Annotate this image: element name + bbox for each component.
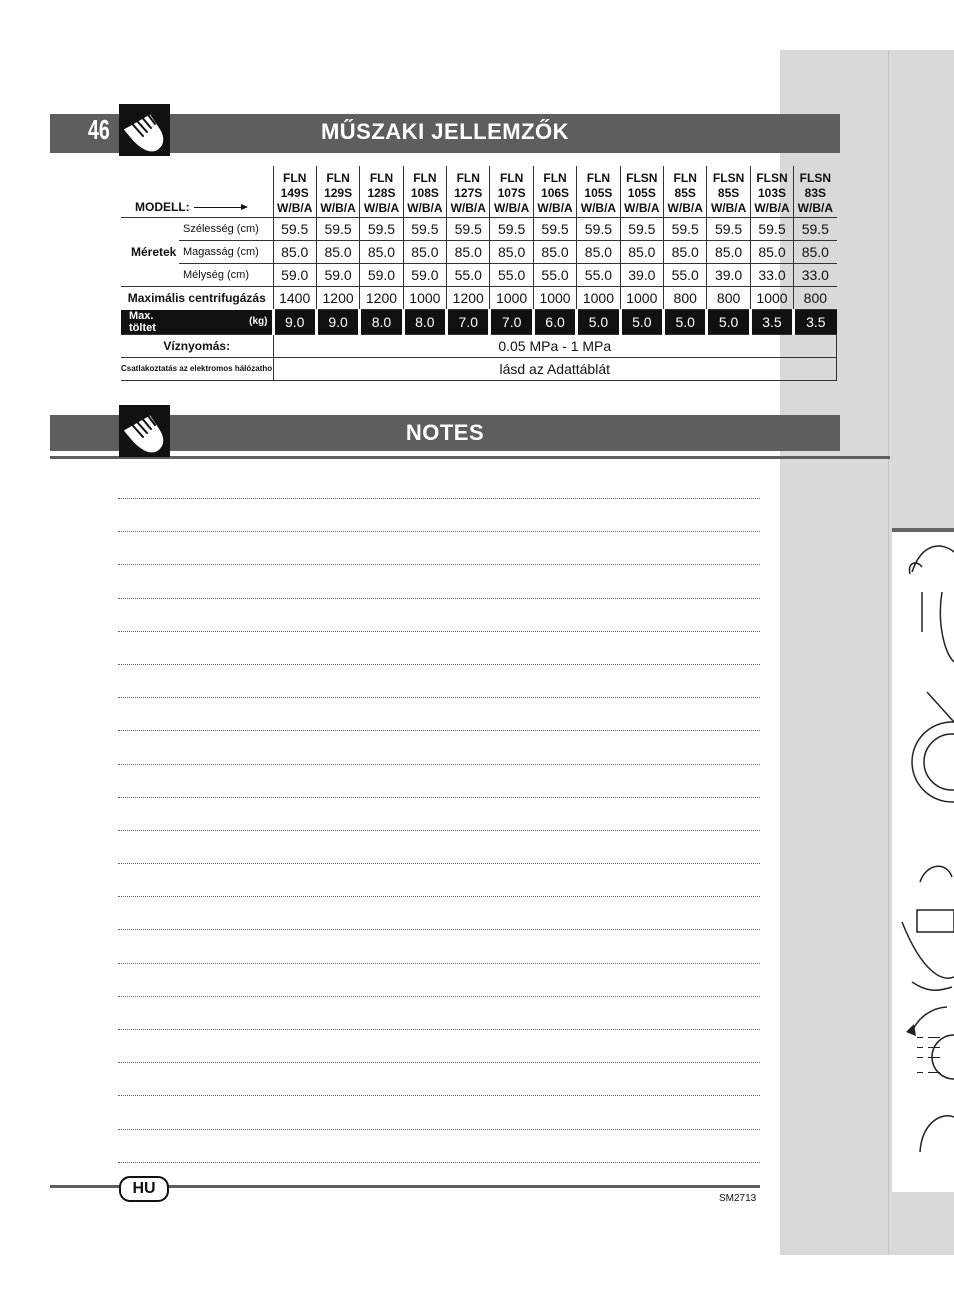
- connection-label: Csatlakoztatás az elektromos hálózatho: [121, 357, 273, 380]
- width-label: Szélesség (cm): [179, 218, 273, 241]
- height-cell: 85.0: [447, 241, 490, 264]
- hand-icon: [119, 405, 170, 457]
- model-header: FLSN 103S W/B/A: [750, 166, 793, 218]
- depth-cell: 59.0: [360, 264, 403, 287]
- spin-row: [121, 287, 837, 310]
- model-header: FLN 128S W/B/A: [360, 166, 403, 218]
- height-label: Magasság (cm): [179, 241, 273, 264]
- specs-title: MŰSZAKI JELLEMZŐK: [320, 119, 570, 144]
- load-cell: 9.0: [316, 310, 359, 335]
- note-line: [118, 896, 760, 897]
- language-badge: HU: [119, 1176, 169, 1202]
- depth-cell: 39.0: [620, 264, 663, 287]
- depth-row: [121, 264, 837, 287]
- spin-label: Maximális centrifugázás: [121, 287, 273, 310]
- width-cell: 59.5: [533, 218, 576, 241]
- width-cell: 59.5: [707, 218, 750, 241]
- depth-cell: 55.0: [533, 264, 576, 287]
- side-strip-divider: [888, 50, 889, 1255]
- spin-cell: 1200: [360, 287, 403, 310]
- load-cell: 5.0: [620, 310, 663, 335]
- spec-table: [121, 166, 837, 381]
- depth-cell: 55.0: [664, 264, 707, 287]
- pressure-label: Víznyomás:: [121, 334, 273, 357]
- model-header: FLN 105S W/B/A: [577, 166, 620, 218]
- note-line: [118, 1095, 760, 1096]
- note-line: [118, 730, 760, 731]
- height-cell: 85.0: [794, 241, 837, 264]
- pressure-row: [121, 334, 837, 357]
- depth-cell: 33.0: [794, 264, 837, 287]
- note-line: [118, 996, 760, 997]
- spin-cell: 800: [707, 287, 750, 310]
- depth-cell: 55.0: [490, 264, 533, 287]
- spin-cell: 1200: [316, 287, 359, 310]
- spin-cell: 1200: [447, 287, 490, 310]
- height-cell: 85.0: [750, 241, 793, 264]
- hand-icon-drawing: [119, 104, 170, 156]
- depth-cell: 59.0: [316, 264, 359, 287]
- model-header: FLN 129S W/B/A: [316, 166, 359, 218]
- height-cell: 85.0: [403, 241, 446, 264]
- instruction-illustrations: [892, 528, 954, 1192]
- pressure-value: 0.05 MPa - 1 MPa: [273, 334, 837, 357]
- load-cell: 3.5: [750, 310, 793, 335]
- load-unit: (kg): [179, 310, 273, 335]
- note-line: [118, 830, 760, 831]
- model-header: FLN 108S W/B/A: [403, 166, 446, 218]
- model-header: FLN 107S W/B/A: [490, 166, 533, 218]
- notes-underline: [50, 456, 890, 459]
- note-line: [118, 1062, 760, 1063]
- depth-label: Mélység (cm): [179, 264, 273, 287]
- model-header: FLN 127S W/B/A: [447, 166, 490, 218]
- dimensions-label: Méretek: [121, 218, 179, 287]
- spin-cell: 1000: [403, 287, 446, 310]
- connection-row: [121, 357, 837, 380]
- page-number: 46: [88, 114, 110, 145]
- load-cell: 8.0: [403, 310, 446, 335]
- spin-cell: 1000: [577, 287, 620, 310]
- notes-lines: [118, 498, 760, 1195]
- model-header: FLSN 105S W/B/A: [620, 166, 663, 218]
- hand-icon-drawing: [119, 405, 170, 457]
- height-cell: 85.0: [707, 241, 750, 264]
- spin-cell: 1000: [750, 287, 793, 310]
- load-cell: 5.0: [707, 310, 750, 335]
- spin-cell: 1000: [490, 287, 533, 310]
- depth-cell: 59.0: [403, 264, 446, 287]
- width-cell: 59.5: [664, 218, 707, 241]
- width-cell: 59.5: [794, 218, 837, 241]
- depth-cell: 39.0: [707, 264, 750, 287]
- note-line: [118, 797, 760, 798]
- width-cell: 59.5: [273, 218, 316, 241]
- load-cell: 6.0: [533, 310, 576, 335]
- width-cell: 59.5: [316, 218, 359, 241]
- height-row: [121, 241, 837, 264]
- note-line: [118, 1129, 760, 1130]
- model-header: FLN 106S W/B/A: [533, 166, 576, 218]
- height-cell: 85.0: [620, 241, 663, 264]
- width-cell: 59.5: [577, 218, 620, 241]
- depth-cell: 59.0: [273, 264, 316, 287]
- height-cell: 85.0: [664, 241, 707, 264]
- spin-cell: 800: [664, 287, 707, 310]
- height-cell: 85.0: [273, 241, 316, 264]
- modell-label: MODELL:: [121, 166, 273, 218]
- instruction-illustrations-drawing: [892, 532, 954, 1192]
- spin-cell: 1000: [620, 287, 663, 310]
- note-line: [118, 531, 760, 532]
- note-line: [118, 1029, 760, 1030]
- load-cell: 9.0: [273, 310, 316, 335]
- note-line: [118, 963, 760, 964]
- note-line: [118, 764, 760, 765]
- width-cell: 59.5: [620, 218, 663, 241]
- height-cell: 85.0: [360, 241, 403, 264]
- spin-cell: 800: [794, 287, 837, 310]
- note-line: [118, 598, 760, 599]
- width-cell: 59.5: [360, 218, 403, 241]
- note-line: [118, 498, 760, 499]
- model-header: FLSN 83S W/B/A: [794, 166, 837, 218]
- depth-cell: 55.0: [577, 264, 620, 287]
- width-cell: 59.5: [403, 218, 446, 241]
- spin-cell: 1000: [533, 287, 576, 310]
- height-cell: 85.0: [533, 241, 576, 264]
- note-line: [118, 664, 760, 665]
- note-line: [118, 1162, 760, 1163]
- notes-title: NOTES: [405, 420, 485, 445]
- load-label: Max. töltet: [121, 310, 179, 335]
- load-cell: 7.0: [447, 310, 490, 335]
- connection-value: lásd az Adattáblát: [273, 357, 837, 380]
- load-cell: 3.5: [794, 310, 837, 335]
- width-cell: 59.5: [750, 218, 793, 241]
- width-cell: 59.5: [447, 218, 490, 241]
- load-cell: 5.0: [577, 310, 620, 335]
- note-line: [118, 863, 760, 864]
- note-line: [118, 631, 760, 632]
- height-cell: 85.0: [577, 241, 620, 264]
- note-line: [118, 929, 760, 930]
- arrow-right-icon: [194, 207, 246, 208]
- note-line: [118, 697, 760, 698]
- width-cell: 59.5: [490, 218, 533, 241]
- hand-icon: [119, 104, 170, 156]
- spin-cell: 1400: [273, 287, 316, 310]
- model-header: FLN 149S W/B/A: [273, 166, 316, 218]
- load-cell: 7.0: [490, 310, 533, 335]
- width-row: [121, 218, 837, 241]
- document-code: SM2713: [719, 1193, 757, 1204]
- height-cell: 85.0: [316, 241, 359, 264]
- depth-cell: 55.0: [447, 264, 490, 287]
- height-cell: 85.0: [490, 241, 533, 264]
- model-header: FLN 85S W/B/A: [664, 166, 707, 218]
- load-cell: 8.0: [360, 310, 403, 335]
- load-cell: 5.0: [664, 310, 707, 335]
- depth-cell: 33.0: [750, 264, 793, 287]
- model-header: FLSN 85S W/B/A: [707, 166, 750, 218]
- note-line: [118, 564, 760, 565]
- load-row: [121, 310, 837, 335]
